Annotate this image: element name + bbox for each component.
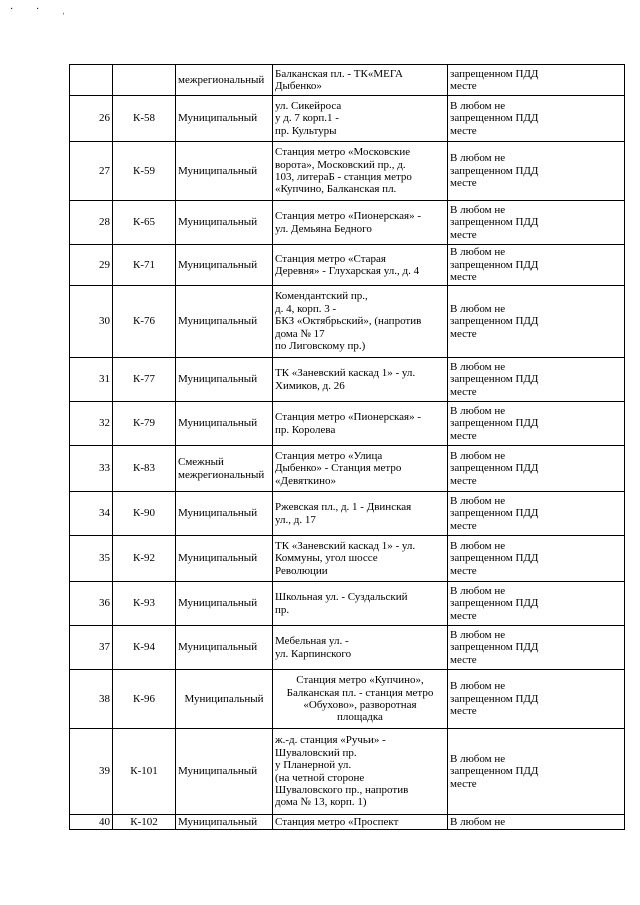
route-path-cell-line: «Девяткино» (275, 474, 337, 487)
stop-rule-cell (448, 142, 625, 201)
route-path-cell (273, 65, 448, 96)
row-number-cell: 38 (70, 670, 113, 729)
stop-rule-cell-line: запрещенном ПДД (450, 765, 539, 778)
route-type-cell: Муниципальный (176, 358, 273, 402)
route-path-cell (273, 492, 448, 536)
route-path-cell (273, 729, 448, 815)
route-type-cell: Муниципальный (176, 536, 273, 582)
stop-rule-cell (448, 670, 625, 729)
stop-rule-cell-line: месте (450, 519, 477, 532)
row-number-cell: 35 (70, 536, 113, 582)
route-number-cell: К-79 (113, 402, 176, 446)
route-path-cell-line: Коммуны, угол шоссе (275, 552, 378, 565)
route-number-cell: К-58 (113, 96, 176, 142)
route-type-cell: Муниципальный (176, 286, 273, 358)
route-path-cell-line: ж.-д. станция «Ручьи» - (275, 734, 386, 747)
table-row (70, 358, 625, 402)
row-number-cell: 31 (70, 358, 113, 402)
route-number-cell: К-65 (113, 201, 176, 245)
route-path-cell-line: Ржевская пл., д. 1 - Двинская (275, 501, 412, 514)
route-path-cell-line: 103, литераБ - станция метро (275, 171, 412, 183)
route-path-cell (273, 582, 448, 626)
stop-rule-cell-line: месте (450, 474, 477, 487)
route-type-cell: Муниципальный (176, 492, 273, 536)
row-number-cell: 39 (70, 729, 113, 815)
table-row (70, 492, 625, 536)
table-row (70, 245, 625, 286)
table-row (70, 582, 625, 626)
page-scan-marks: · · ˌ (10, 4, 75, 15)
route-type-cell: Муниципальный (176, 670, 273, 729)
stop-rule-cell-line: запрещенном ПДД (450, 258, 539, 271)
route-number-cell: К-94 (113, 626, 176, 670)
route-path-cell-line: пр. Королева (275, 423, 336, 436)
route-type-cell: Муниципальный (176, 815, 273, 830)
route-path-cell-line: Балканская пл. - станция метро (286, 686, 434, 699)
route-path-cell (273, 626, 448, 670)
route-type-cell: Муниципальный (176, 626, 273, 670)
route-path-cell (273, 96, 448, 142)
stop-rule-cell-line: месте (450, 653, 477, 666)
table-row (70, 815, 625, 830)
route-type-cell: Муниципальный (176, 729, 273, 815)
row-number-cell: 36 (70, 582, 113, 626)
stop-rule-cell-line: запрещенном ПДД (450, 462, 539, 475)
route-path-cell-line: Станция метро «Пионерская» - (275, 411, 422, 424)
route-number-cell: К-77 (113, 358, 176, 402)
route-type-cell: Муниципальный (176, 201, 273, 245)
stop-rule-cell-line: В любом не (450, 246, 506, 259)
stop-rule-cell-line: месте (450, 80, 477, 92)
stop-rule-cell-line: В любом не (450, 152, 506, 165)
route-path-cell-line: ТК «Заневский каскад 1» - ул. (275, 539, 416, 552)
stop-rule-cell (448, 358, 625, 402)
route-number-cell: К-71 (113, 245, 176, 286)
table-row (70, 96, 625, 142)
row-number-cell: 28 (70, 201, 113, 245)
stop-rule-cell (448, 402, 625, 446)
route-path-cell-line: пр. (275, 603, 290, 616)
route-number-cell: К-101 (113, 729, 176, 815)
route-type-cell: Муниципальный (176, 245, 273, 286)
route-path-cell (273, 286, 448, 358)
route-type-cell: межрегиональный (176, 65, 273, 96)
row-number-cell: 30 (70, 286, 113, 358)
route-path-cell-line: «Купчино, Балканская пл. (275, 183, 397, 196)
route-number-cell: К-92 (113, 536, 176, 582)
route-number-cell: К-90 (113, 492, 176, 536)
route-path-cell (273, 245, 448, 286)
route-path-cell-line: «Обухово», разворотная (303, 699, 417, 711)
route-path-cell-line: Дыбенко» (275, 80, 322, 92)
route-path-cell-line: Химиков, д. 26 (275, 379, 345, 392)
route-path-cell-line: Станция метро «Проспект (275, 816, 399, 828)
stop-rule-cell-line: запрещенном ПДД (450, 164, 539, 177)
row-number-cell: 27 (70, 142, 113, 201)
table-row (70, 536, 625, 582)
route-path-cell-line: дома № 17 (275, 327, 325, 340)
stop-rule-cell-line: месте (450, 609, 477, 622)
route-type-cell: Муниципальный (176, 96, 273, 142)
route-path-cell-line: (на четной стороне (275, 771, 365, 784)
route-path-cell-line: Мебельная ул. - (275, 635, 349, 648)
route-path-cell-line: дома № 13, корп. 1) (275, 796, 367, 809)
stop-rule-cell (448, 446, 625, 492)
route-number-cell: К-102 (113, 815, 176, 830)
table-row (70, 446, 625, 492)
stop-rule-cell (448, 286, 625, 358)
route-path-cell-line: у Планерной ул. (275, 759, 352, 772)
route-type-cell: Смежный межрегиональный (176, 446, 273, 492)
stop-rule-cell (448, 536, 625, 582)
route-path-cell (273, 446, 448, 492)
route-path-cell-line: БКЗ «Октябрьский», (напротив (275, 315, 422, 328)
route-type-cell: Муниципальный (176, 402, 273, 446)
stop-rule-cell-line: В любом не (450, 449, 506, 462)
route-path-cell-line: ул. Демьяна Бедного (275, 222, 372, 235)
route-path-cell-line: д. 4, корп. 3 - (275, 302, 337, 315)
stop-rule-cell (448, 245, 625, 286)
route-path-cell-line: ул. Карпинского (275, 647, 352, 660)
stop-rule-cell-line: месте (450, 327, 477, 340)
route-number-cell: К-96 (113, 670, 176, 729)
stop-rule-cell-line: В любом не (450, 628, 506, 641)
stop-rule-cell-line: запрещенном ПДД (450, 552, 539, 565)
stop-rule-cell-line: В любом не (450, 680, 506, 693)
stop-rule-cell-line: В любом не (450, 539, 506, 552)
route-path-cell-line: Станция метро «Московские (275, 146, 411, 159)
route-number-cell (113, 65, 176, 96)
route-path-cell-line: Революции (275, 564, 328, 577)
route-path-cell (273, 142, 448, 201)
stop-rule-cell (448, 65, 625, 96)
stop-rule-cell-line: месте (450, 177, 477, 190)
route-path-cell-line: Шуваловского пр., напротив (275, 783, 409, 796)
route-path-cell-line: Деревня» - Глухарская ул., д. 4 (275, 265, 420, 277)
stop-rule-cell-line: запрещенном ПДД (450, 315, 539, 328)
route-path-cell-line: Шуваловский пр. (275, 746, 357, 759)
stop-rule-cell-line: запрещенном ПДД (450, 112, 539, 125)
stop-rule-cell-line: В любом не (450, 584, 506, 597)
stop-rule-cell (448, 582, 625, 626)
stop-rule-cell-line: В любом не (450, 302, 506, 315)
stop-rule-cell-line: запрещенном ПДД (450, 67, 539, 80)
route-path-cell-line: у д. 7 корп.1 - (275, 112, 339, 125)
route-number-cell: К-76 (113, 286, 176, 358)
stop-rule-cell (448, 492, 625, 536)
stop-rule-cell-line: запрещенном ПДД (450, 216, 539, 229)
route-number-cell: К-83 (113, 446, 176, 492)
route-number-cell: К-59 (113, 142, 176, 201)
stop-rule-cell-line: запрещенном ПДД (450, 597, 539, 610)
route-path-cell-line: площадка (337, 711, 383, 724)
stop-rule-cell-line: запрещенном ПДД (450, 507, 539, 520)
stop-rule-cell-line: В любом не (450, 360, 506, 373)
stop-rule-cell-line: месте (450, 271, 477, 284)
row-number-cell: 37 (70, 626, 113, 670)
route-type-cell: Муниципальный (176, 142, 273, 201)
stop-rule-cell-line: В любом не (450, 752, 506, 765)
table-row (70, 142, 625, 201)
route-path-cell-line: Станция метро «Купчино», (296, 674, 424, 687)
stop-rule-cell-line: месте (450, 564, 477, 577)
stop-rule-cell-line: месте (450, 705, 477, 718)
route-path-cell-line: ул. Сикейроса (275, 99, 342, 112)
stop-rule-cell (448, 201, 625, 245)
table-row (70, 402, 625, 446)
table-row (70, 729, 625, 815)
row-number-cell: 33 (70, 446, 113, 492)
route-path-cell-line: Школьная ул. - Суздальский (275, 591, 408, 604)
stop-rule-cell-line: В любом не (450, 203, 506, 216)
route-path-cell-line: пр. Культуры (275, 124, 337, 137)
stop-rule-cell-line: месте (450, 228, 477, 241)
route-path-cell (273, 815, 448, 830)
route-path-cell (273, 358, 448, 402)
table-row (70, 670, 625, 729)
route-path-cell-line: Комендантский пр., (275, 290, 368, 303)
stop-rule-cell-line: запрещенном ПДД (450, 373, 539, 386)
stop-rule-cell-line: месте (450, 124, 477, 137)
stop-rule-cell (448, 626, 625, 670)
stop-rule-cell-line: запрещенном ПДД (450, 692, 539, 705)
route-path-cell-line: по Лиговскому пр.) (275, 340, 366, 353)
table-row (70, 286, 625, 358)
route-path-cell-line: ворота», Московский пр., д. (275, 158, 406, 171)
stop-rule-cell-line: В любом не (450, 494, 506, 507)
route-path-cell-line: Балканская пл. - ТК«МЕГА (275, 67, 403, 80)
row-number-cell: 32 (70, 402, 113, 446)
row-number-cell: 34 (70, 492, 113, 536)
route-path-cell-line: Дыбенко» - Станция метро (275, 462, 402, 475)
stop-rule-cell (448, 729, 625, 815)
row-number-cell (70, 65, 113, 96)
table-row (70, 201, 625, 245)
route-path-cell-line: Станция метро «Старая (275, 252, 386, 265)
routes-table-body (70, 65, 625, 830)
route-path-cell-line: ТК «Заневский каскад 1» - ул. (275, 367, 416, 380)
table-row (70, 65, 625, 96)
route-type-cell: Муниципальный (176, 582, 273, 626)
route-number-cell: К-93 (113, 582, 176, 626)
route-path-cell (273, 670, 448, 729)
stop-rule-cell-line: месте (450, 777, 477, 790)
row-number-cell: 26 (70, 96, 113, 142)
route-path-cell-line: Станция метро «Пионерская» - (275, 210, 422, 223)
row-number-cell: 29 (70, 245, 113, 286)
stop-rule-cell (448, 96, 625, 142)
route-path-cell-line: Станция метро «Улица (275, 449, 383, 462)
stop-rule-cell-line: месте (450, 429, 477, 442)
stop-rule-cell-line: запрещенном ПДД (450, 417, 539, 430)
route-path-cell-line: ул., д. 17 (275, 513, 316, 526)
stop-rule-cell-line: В любом не (450, 816, 506, 828)
stop-rule-cell-line: запрещенном ПДД (450, 641, 539, 654)
stop-rule-cell (448, 815, 625, 830)
route-path-cell (273, 402, 448, 446)
stop-rule-cell-line: В любом не (450, 99, 506, 112)
stop-rule-cell-line: В любом не (450, 404, 506, 417)
route-path-cell (273, 536, 448, 582)
routes-table (69, 64, 625, 830)
row-number-cell: 40 (70, 815, 113, 830)
stop-rule-cell-line: месте (450, 385, 477, 398)
route-path-cell (273, 201, 448, 245)
table-row (70, 626, 625, 670)
